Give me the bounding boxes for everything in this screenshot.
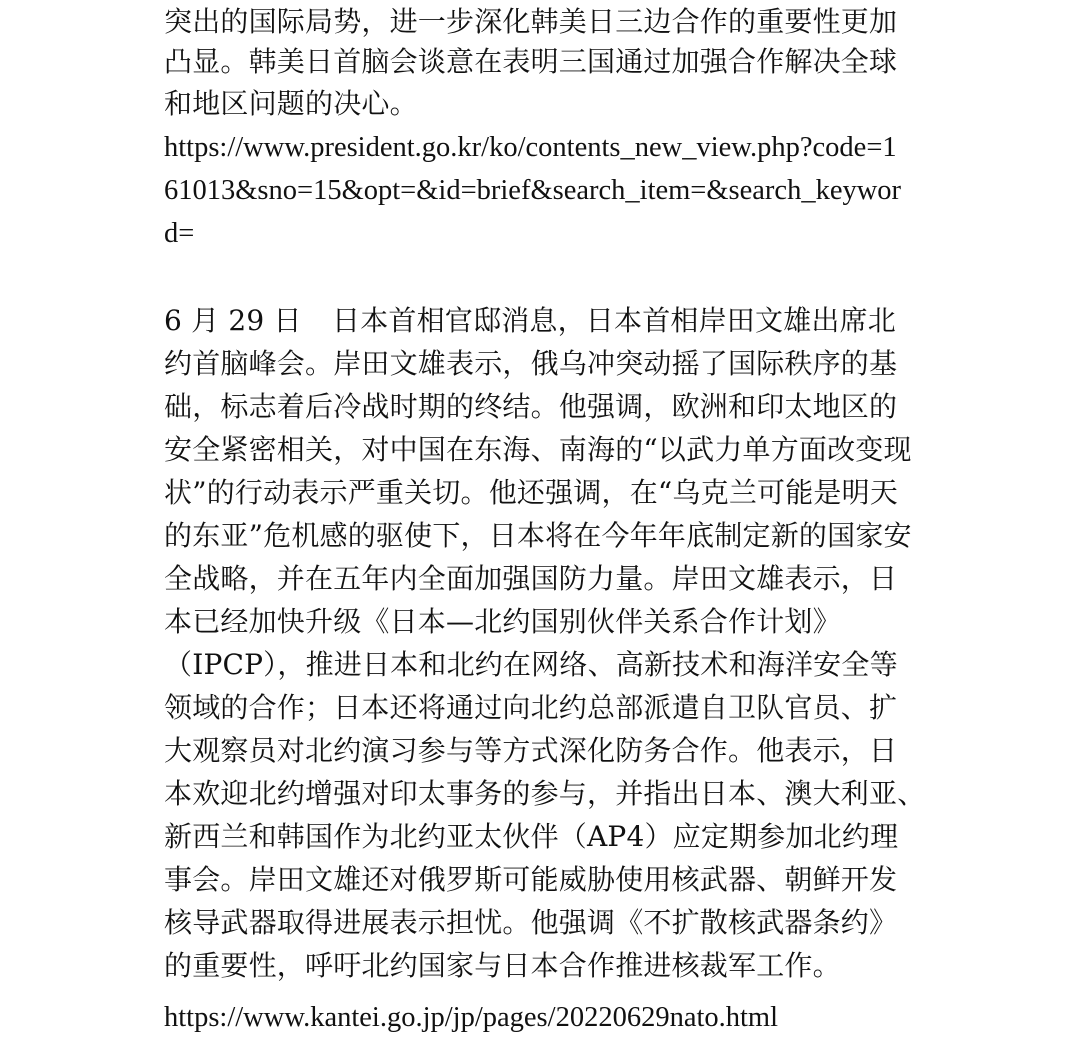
paragraph-line: 约首脑峰会。岸田文雄表示，俄乌冲突动摇了国际秩序的基 [164, 347, 898, 380]
paragraph-line: 的重要性，呼吁北约国家与日本合作推进核裁军工作。 [164, 949, 841, 982]
source-url-line[interactable]: https://www.kantei.go.jp/jp/pages/20220629nato.html [164, 1002, 779, 1033]
entry-first-line [164, 299, 924, 343]
paragraph-line: （IPCP），推进日本和北约在网络、高新技术和海洋安全等 [164, 648, 898, 681]
source-url-line[interactable]: 61013&sno=15&opt=&id=brief&search_item=&search_keywor [164, 175, 902, 206]
paragraph-line: 本欢迎北约增强对印太事务的参与，并指出日本、澳大利亚、 [164, 777, 926, 810]
source-url-line[interactable]: https://www.president.go.kr/ko/contents_new_view.php?code=1 [164, 132, 897, 163]
paragraph-line: 的东亚”危机感的驱使下，日本将在今年年底制定新的国家安 [164, 519, 912, 552]
paragraph-line: 础，标志着后冷战时期的终结。他强调，欧洲和印太地区的 [164, 390, 898, 423]
entry-date: 6 月 29 日 [164, 304, 302, 337]
paragraph-line: 领域的合作；日本还将通过向北约总部派遣自卫队官员、扩 [164, 691, 898, 724]
paragraph-text: 日本首相官邸消息，日本首相岸田文雄出席北 [332, 304, 897, 337]
paragraph-line: 本已经加快升级《日本—北约国别伙伴关系合作计划》 [164, 605, 841, 638]
paragraph-line: 新西兰和韩国作为北约亚太伙伴（AP4）应定期参加北约理 [164, 820, 899, 853]
paragraph-line: 突出的国际局势，进一步深化韩美日三边合作的重要性更加 [164, 5, 898, 38]
paragraph-line: 凸显。韩美日首脑会谈意在表明三国通过加强合作解决全球 [164, 45, 898, 78]
paragraph-line: 安全紧密相关，对中国在东海、南海的“以武力单方面改变现 [164, 433, 912, 466]
paragraph-line: 状”的行动表示严重关切。他还强调，在“乌克兰可能是明天 [164, 476, 899, 509]
paragraph-line: 事会。岸田文雄还对俄罗斯可能威胁使用核武器、朝鲜开发 [164, 863, 898, 896]
source-url-line[interactable]: d= [164, 218, 195, 249]
paragraph-line: 核导武器取得进展表示担忧。他强调《不扩散核武器条约》 [164, 906, 898, 939]
paragraph-line: 全战略，并在五年内全面加强国防力量。岸田文雄表示，日 [164, 562, 898, 595]
paragraph-line: 和地区问题的决心。 [164, 87, 418, 120]
paragraph-line: 大观察员对北约演习参与等方式深化防务合作。他表示，日 [164, 734, 898, 767]
